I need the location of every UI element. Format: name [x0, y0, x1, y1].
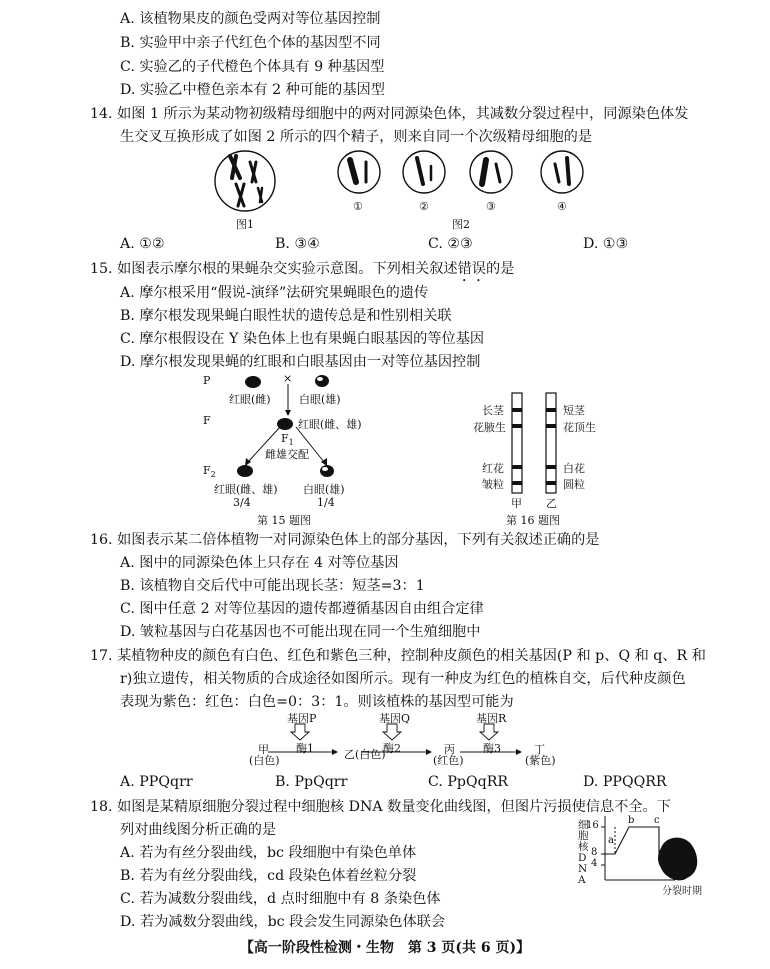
q15-fly-f2-red	[236, 463, 254, 479]
q14-figure1	[210, 148, 280, 218]
q15-fig-ratio-red: 3/4	[233, 496, 251, 509]
q14-sperm-4	[539, 148, 585, 198]
q17-gene-r: 基因R	[476, 712, 507, 725]
q15-fig-f1-cross: 雌雄交配	[265, 448, 309, 461]
q14-sperm-1	[336, 148, 382, 198]
q14-fig2-label: 图2	[452, 218, 470, 231]
q14-stem-line1: 14. 如图 1 所示为某动物初级精母细胞中的两对同源染色体，其减数分裂过程中，同源染色体发	[90, 106, 689, 122]
q15-option-a: A. 摩尔根采用“假说-演绎”法研究果蝇眼色的遗传	[120, 285, 429, 301]
q17-gene-p: 基因P	[287, 712, 317, 725]
q18-graph-ylabel: 细胞核DNA	[578, 819, 589, 886]
q15-fig-f1-label: $F_1$	[281, 432, 294, 448]
page-footer: 【高一阶段性检测・生物 第 3 页(共 6 页)】	[239, 940, 531, 956]
q18-point-d: d	[662, 842, 669, 853]
q16-option-d: D. 皱粒基因与白花基因也不可能出现在同一个生殖细胞中	[120, 624, 481, 640]
q14-sperm-2	[401, 148, 447, 198]
q18-point-a: a	[608, 835, 614, 846]
q18-option-a: A. 若为有丝分裂曲线，bc 段细胞中有染色单体	[120, 845, 417, 861]
q16-label-axillary: 花腋生	[473, 421, 506, 434]
q15-option-d: D. 摩尔根发现果蝇的红眼和白眼基因由一对等位基因控制	[120, 354, 481, 370]
q15-fig-white-male: 白眼(雄)	[299, 393, 341, 406]
q17-enzyme-1: 酶1	[296, 742, 314, 755]
q15-stem: 15. 如图表示摩尔根的果蝇杂交实验示意图。下列相关叙述错误的是	[90, 261, 515, 277]
prev-option-b: B. 实验甲中亲子代红色个体的基因型不同	[120, 35, 381, 51]
q15-fig-f2-label: $F_2$	[203, 464, 216, 480]
q15-fig-f2-red: 红眼(雌、雄)	[214, 483, 278, 496]
q18-xlabel: 分裂时期	[662, 886, 702, 897]
q18-option-c: C. 若为减数分裂曲线，d 点时细胞中有 8 条染色体	[120, 891, 441, 907]
q17-substance-bing: 丙	[444, 743, 455, 756]
q15-fig-f-side: F	[203, 414, 211, 427]
q14-fig1-label: 图1	[236, 218, 254, 231]
q14-stem-line2: 生交叉互换形成了如图 2 所示的四个精子，则来自同一个次级精母细胞的是	[120, 129, 593, 145]
q14-sperm-label-2: ②	[419, 200, 429, 213]
q16-label-yi: 乙	[546, 497, 557, 510]
q15-stem-emphasis: 错误	[457, 261, 486, 277]
q16-label-wrinkled: 皱粒	[482, 478, 504, 491]
q17-substance-ding-color: (紫色)	[525, 754, 556, 767]
q18-option-d: D. 若为减数分裂曲线，bc 段会发生同源染色体联会	[120, 914, 446, 930]
q14-sperm-3	[468, 148, 514, 198]
q18-option-b: B. 若为有丝分裂曲线，cd 段染色体着丝粒分裂	[120, 868, 417, 884]
prev-option-a: A. 该植物果皮的颜色受两对等位基因控制	[120, 11, 381, 27]
q18-ytick-4: 4	[591, 858, 598, 869]
q15-option-c: C. 摩尔根假设在 Y 染色体上也有果蝇白眼基因的等位基因	[120, 331, 485, 347]
q16-option-b: B. 该植物自交后代中可能出现长茎：短茎=3：1	[120, 578, 425, 594]
q18-ytick-8: 8	[591, 847, 598, 858]
q16-option-a: A. 图中的同源染色体上只存在 4 对等位基因	[120, 555, 399, 571]
q17-substance-jia-color: (白色)	[249, 754, 280, 767]
q16-stem: 16. 如图表示某二倍体植物一对同源染色体上的部分基因，下列有关叙述正确的是	[90, 532, 600, 548]
q18-stem-line2: 列对曲线图分析正确的是	[120, 822, 277, 838]
q17-stem-line2: r)独立遗传，相关物质的合成途径如图所示。现有一种皮为红色的植株自交，后代种皮颜色	[120, 671, 686, 687]
q15-fig-f1-red: 红眼(雌、雄)	[298, 418, 362, 431]
q17-option-a: A. PPQqrr	[120, 774, 193, 790]
q17-stem-line3: 表现为紫色：红色：白色=0：3：1。则该植株的基因型可能为	[120, 694, 514, 710]
q16-option-c: C. 图中任意 2 对等位基因的遗传都遵循基因自由组合定律	[120, 601, 484, 617]
q16-fig-caption: 第 16 题图	[506, 514, 560, 527]
prev-option-c: C. 实验乙的子代橙色个体具有 9 种基因型	[120, 59, 385, 75]
q18-stem-line1: 18. 如图是某精原细胞分裂过程中细胞核 DNA 数量变化曲线图，但图片污损使信息不全。下	[90, 799, 671, 815]
q18-point-c: c	[654, 815, 660, 826]
q15-fig-cross-sign: ×	[283, 372, 293, 385]
q15-fly-f1	[276, 416, 294, 432]
q14-sperm-label-4: ④	[557, 200, 567, 213]
q18-point-b: b	[628, 815, 635, 826]
q16-label-round: 圆粒	[563, 478, 585, 491]
q17-option-d: D. PPQQRR	[583, 774, 667, 790]
q15-fig-p-label: P	[203, 374, 211, 387]
q14-option-b: B. ③④	[275, 236, 320, 252]
q16-label-jia: 甲	[511, 497, 522, 510]
q15-fly-f2-white	[318, 463, 336, 479]
q14-option-a: A. ①②	[120, 236, 165, 252]
prev-option-d: D. 实验乙中橙色亲本有 2 种可能的基因型	[120, 82, 385, 98]
q15-fig-caption: 第 15 题图	[257, 514, 311, 527]
q17-enzyme-3: 酶3	[483, 742, 501, 755]
q17-substance-bing-color: (红色)	[433, 754, 464, 767]
q17-option-b: B. PpQqrr	[275, 774, 348, 790]
q18-ytick-16: 16	[586, 820, 599, 831]
q17-substance-yi: 乙(白色)	[344, 748, 386, 761]
q17-substance-ding: 丁	[534, 743, 545, 756]
q17-enzyme-2: 酶2	[383, 742, 401, 755]
q14-sperm-label-1: ①	[353, 200, 363, 213]
q17-gene-q: 基因Q	[379, 712, 411, 725]
q16-label-short-stem: 短茎	[563, 404, 585, 417]
q16-label-long-stem: 长茎	[482, 404, 504, 417]
q16-label-terminal: 花顶生	[563, 421, 596, 434]
q14-option-c: C. ②③	[428, 236, 473, 252]
q15-fig-ratio-white: 1/4	[317, 496, 335, 509]
q15-fig-f2-white: 白眼(雄)	[303, 483, 345, 496]
q16-label-white-flower: 白花	[563, 462, 585, 475]
q15-option-b: B. 摩尔根发现果蝇白眼性状的遗传总是和性别相关联	[120, 308, 452, 324]
q17-substance-jia: 甲	[258, 743, 269, 756]
q17-stem-line1: 17. 某植物种皮的颜色有白色、红色和紫色三种，控制种皮颜色的相关基因(P 和 p、Q 和 q、R 和	[90, 648, 706, 664]
q16-label-red-flower: 红花	[482, 462, 504, 475]
q14-option-d: D. ①③	[583, 236, 629, 252]
q15-fig-red-female: 红眼(雌)	[229, 393, 271, 406]
q17-option-c: C. PpQqRR	[428, 774, 509, 790]
q14-sperm-label-3: ③	[486, 200, 496, 213]
